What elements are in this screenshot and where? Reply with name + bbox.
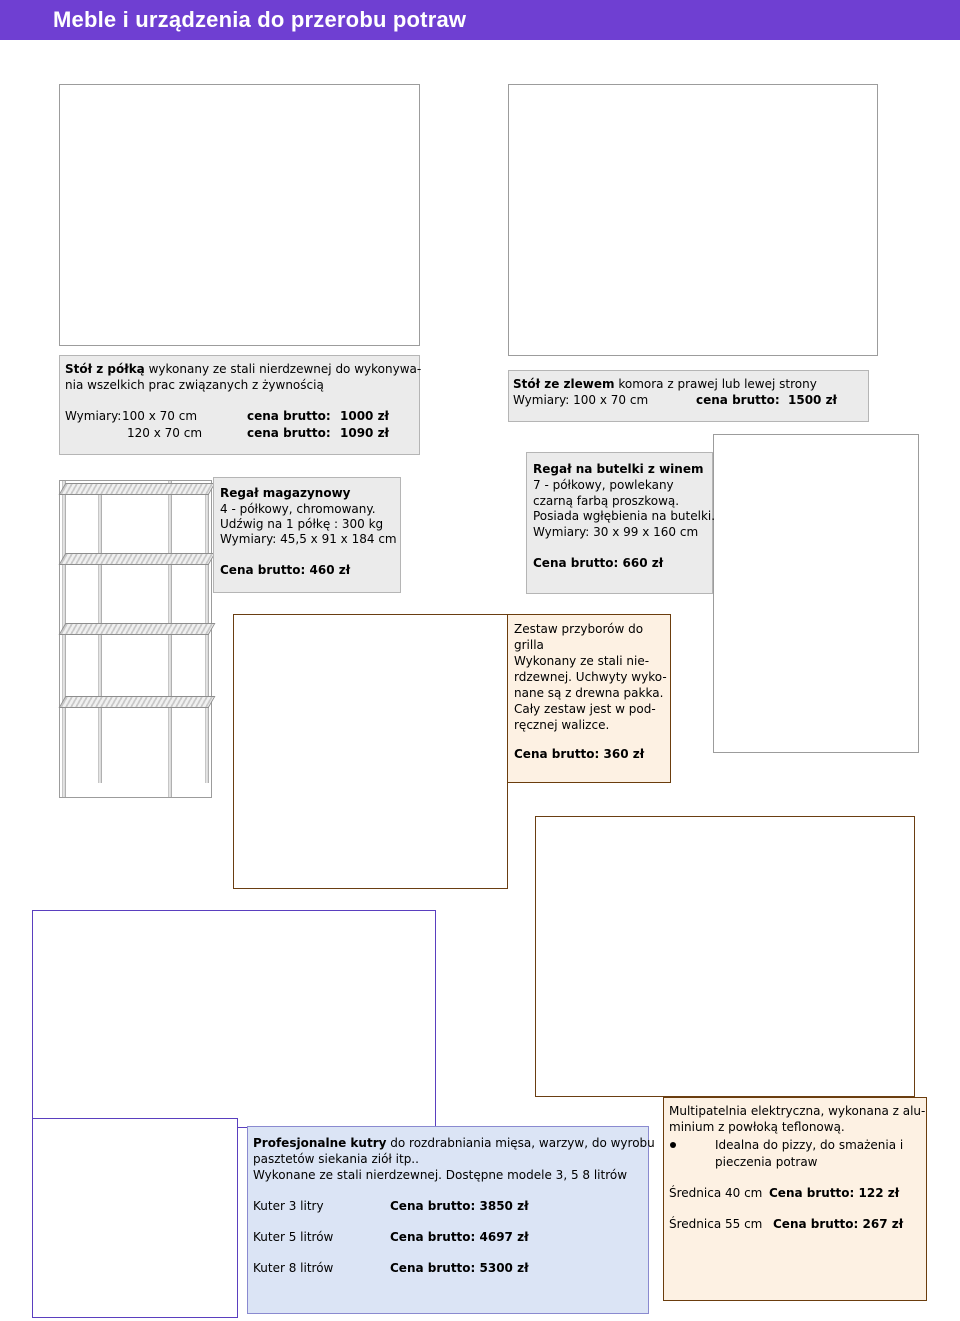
description-line: Zestaw przyborów do [514,622,644,636]
product-title: Regał na butelki z winem [533,462,704,476]
product-image-wine-rack [713,434,919,753]
rack-shelf [59,696,216,708]
price-label: cena brutto: [696,393,780,407]
price-value: Cena brutto: 360 zł [514,747,645,761]
model-name: Kuter 5 litrów [253,1230,334,1244]
price-value: 1090 zł [340,426,390,440]
model-name: Kuter 3 litry [253,1199,324,1213]
description-line: Wymiary: 45,5 x 91 x 184 cm [220,532,397,546]
page-header [0,0,960,40]
rack-post [62,481,66,797]
page-title: Meble i urządzenia do przerobu potraw [53,7,467,32]
description-line: czarną farbą proszkową. [533,494,680,508]
dimensions-value: 120 x 70 cm [127,426,203,440]
rack-post [98,487,102,783]
dimensions-value: 100 x 70 cm [122,409,198,423]
bullet-icon [670,1142,676,1148]
price-value: Cena brutto: 460 zł [220,563,351,577]
cutters-description [247,1126,655,1314]
dimensions-label: Wymiary: [65,409,122,423]
size-label: Średnica 40 cm [669,1186,763,1200]
model-price: Cena brutto: 5300 zł [390,1261,529,1275]
product-image-storage-rack [59,480,212,798]
grill-set-description [507,614,671,783]
description-line: Idealna do pizzy, do smażenia i [715,1138,904,1152]
description-line: Udźwig na 1 półkę : 300 kg [220,517,384,531]
description-line: nane są z drewna pakka. [514,686,664,700]
price-value: Cena brutto: 122 zł [769,1186,900,1200]
description-line: pieczenia potraw [715,1155,818,1169]
size-label: Średnica 55 cm [669,1217,763,1231]
product-image-table-shelf [59,84,420,346]
price-label: cena brutto: [247,426,331,440]
product-title: Regał magazynowy [220,486,351,500]
table-sink-description [508,370,869,422]
description-line: 7 - półkowy, powlekany [533,478,674,492]
price-value: 1500 zł [788,393,838,407]
description-line: Wykonany ze stali nie- [514,654,650,668]
product-image-cutter-small [32,1118,238,1318]
price-value: Cena brutto: 267 zł [773,1217,904,1231]
description-line: Wymiary: 30 x 99 x 160 cm [533,525,699,539]
product-image-table-sink [508,84,878,356]
model-price: Cena brutto: 4697 zł [390,1230,529,1244]
product-image-grill-set [233,614,508,889]
description-line: Stół z półką wykonany ze stali nierdzewnej do wykonywa- [65,362,422,376]
product-image-cutter [32,910,436,1128]
description-line: nia wszelkich prac związanych z żywnością [65,378,324,392]
price-value: Cena brutto: 660 zł [533,556,664,570]
description-line: ręcznej walizce. [514,718,610,732]
multipan-description [663,1097,927,1301]
price-label: cena brutto: [247,409,331,423]
table-shelf-description [59,355,420,455]
description-line: Posiada wgłębienia na butelki. [533,509,716,523]
description-line: Wykonane ze stali nierdzewnej. Dostępne modele 3, 5 8 litrów [253,1168,628,1182]
description-line: Stół ze zlewem komora z prawej lub lewej strony [513,377,817,391]
description-line: rdzewnej. Uchwyty wyko- [514,670,667,684]
price-value: 1000 zł [340,409,390,423]
storage-rack-description [213,477,401,593]
dimensions-value: Wymiary: 100 x 70 cm [513,393,649,407]
model-price: Cena brutto: 3850 zł [390,1199,529,1213]
description-line: 4 - półkowy, chromowany. [220,502,376,516]
product-image-multipan [535,816,915,1097]
rack-shelf [59,483,216,495]
wine-rack-description [526,452,716,594]
rack-post [205,487,209,783]
rack-shelf [59,553,216,565]
description-line: Cały zestaw jest w pod- [514,702,656,716]
description-line: Profesjonalne kutry do rozdrabniania mięsa, warzyw, do wyrobu [253,1136,655,1150]
description-line: grilla [514,638,544,652]
model-name: Kuter 8 litrów [253,1261,334,1275]
rack-shelf [59,623,216,635]
description-line: minium z powłoką teflonową. [669,1120,845,1134]
rack-post [168,481,172,797]
description-line: pasztetów siekania ziół itp.. [253,1152,419,1166]
description-line: Multipatelnia elektryczna, wykonana z alu- [669,1104,926,1118]
